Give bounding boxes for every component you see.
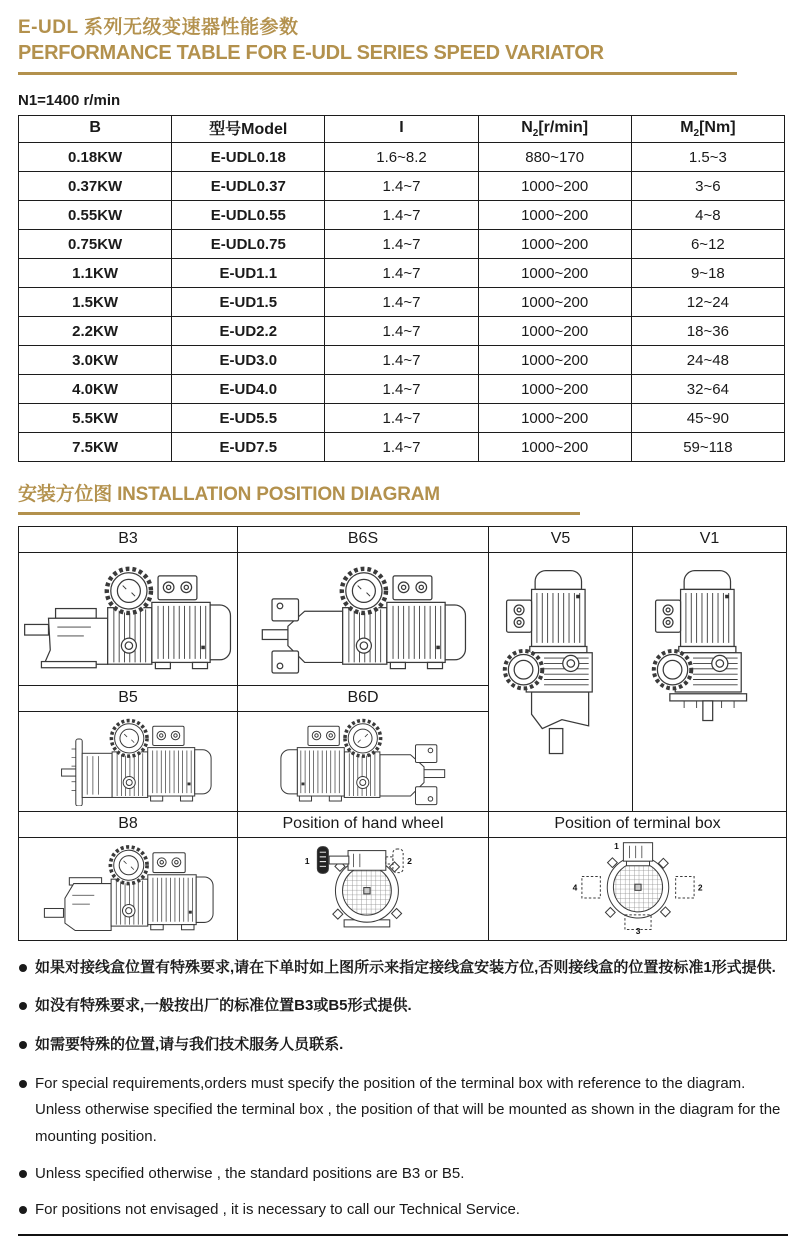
- performance-table-body: [19, 143, 785, 462]
- table-cell: E-UDL0.55: [172, 201, 325, 230]
- position-label: 2: [407, 855, 412, 866]
- table-cell: 32~64: [631, 375, 784, 404]
- table-cell: 6~12: [631, 230, 784, 259]
- table-cell: 1.4~7: [325, 230, 478, 259]
- performance-table-head: [19, 116, 785, 143]
- table-cell: E-UD2.2: [172, 317, 325, 346]
- table-cell: 59~118: [631, 433, 784, 462]
- b5-drawing-cell: [19, 711, 238, 811]
- table-cell: 0.37KW: [19, 172, 172, 201]
- b6d-drawing-cell: [238, 711, 489, 811]
- table-row: [19, 172, 785, 201]
- b5-drawing: [43, 712, 214, 806]
- note-item: For special requirements,orders must specify the position of the terminal box with reference to the diagram. Unless otherwise specified the terminal box , the position of that will be mounted as shown in the diagram for the mounting position.: [18, 1071, 784, 1151]
- b8-drawing-cell: [19, 837, 238, 940]
- table-cell: 1.5~3: [631, 143, 784, 172]
- table-cell: 880~170: [478, 143, 631, 172]
- col-header-m2: $M_2[Nm]$: [631, 116, 784, 143]
- installation-divider: [18, 512, 580, 515]
- table-cell: 1.4~7: [325, 404, 478, 433]
- table-cell: 18~36: [631, 317, 784, 346]
- header-row: [19, 116, 785, 143]
- col-header-ratio: I: [325, 116, 478, 143]
- table-row: [19, 230, 785, 259]
- position-label: 1: [304, 855, 310, 866]
- table-row: [19, 346, 785, 375]
- v1-drawing-cell: [633, 552, 787, 811]
- table-cell: 0.75KW: [19, 230, 172, 259]
- table-cell: 1.4~7: [325, 346, 478, 375]
- table-cell: 9~18: [631, 259, 784, 288]
- note-item: 如果对接线盒位置有特殊要求,请在下单时如上图所示来指定接线盒安装方位,否则接线盒的位置按标准1形式提供.: [18, 955, 784, 982]
- table-cell: 3~6: [631, 172, 784, 201]
- table-cell: 1.4~7: [325, 259, 478, 288]
- table-row: [19, 404, 785, 433]
- table-cell: E-UD3.0: [172, 346, 325, 375]
- table-cell: 45~90: [631, 404, 784, 433]
- table-row: [19, 288, 785, 317]
- table-cell: E-UD1.5: [172, 288, 325, 317]
- table-row: [19, 201, 785, 230]
- diagram-row: [19, 837, 787, 940]
- page-header: [18, 12, 786, 75]
- table-cell: 1000~200: [478, 201, 631, 230]
- table-cell: 0.18KW: [19, 143, 172, 172]
- table-cell: 1000~200: [478, 288, 631, 317]
- table-row: [19, 143, 785, 172]
- label-v1: V1: [633, 526, 787, 552]
- table-cell: 1.1KW: [19, 259, 172, 288]
- col-header-b: B: [19, 116, 172, 143]
- table-cell: 1000~200: [478, 259, 631, 288]
- installation-table: [18, 526, 787, 941]
- position-label: 1: [613, 840, 619, 851]
- label-v5: V5: [489, 526, 633, 552]
- notes-list: [18, 955, 784, 1225]
- table-cell: E-UD7.5: [172, 433, 325, 462]
- v5-drawing: [494, 568, 628, 791]
- terminal-box-drawing: [565, 838, 711, 935]
- table-cell: 1000~200: [478, 433, 631, 462]
- installation-title: 安装方位图 INSTALLATION POSITION DIAGRAM: [18, 484, 440, 505]
- table-cell: 12~24: [631, 288, 784, 317]
- title-divider: [18, 72, 737, 75]
- table-cell: 1.5KW: [19, 288, 172, 317]
- b6s-drawing: [257, 558, 469, 675]
- label-b8: B8: [19, 811, 238, 837]
- table-cell: E-UDL0.75: [172, 230, 325, 259]
- table-cell: 1.4~7: [325, 317, 478, 346]
- table-cell: E-UD4.0: [172, 375, 325, 404]
- position-label: 3: [635, 925, 640, 935]
- table-cell: 0.55KW: [19, 201, 172, 230]
- label-terminal-box: Position of terminal box: [489, 811, 787, 837]
- b6d-drawing: [278, 712, 449, 806]
- input-speed-note: N1=1400 r/min: [18, 92, 121, 109]
- table-cell: 2.2KW: [19, 317, 172, 346]
- position-label: 4: [572, 881, 577, 892]
- table-cell: E-UDL0.18: [172, 143, 325, 172]
- table-cell: 3.0KW: [19, 346, 172, 375]
- table-cell: 1.4~7: [325, 201, 478, 230]
- table-cell: E-UD1.1: [172, 259, 325, 288]
- table-cell: 1000~200: [478, 172, 631, 201]
- col-header-model: 型号Model: [172, 116, 325, 143]
- table-cell: 1000~200: [478, 317, 631, 346]
- table-cell: 1.4~7: [325, 172, 478, 201]
- table-cell: 7.5KW: [19, 433, 172, 462]
- table-row: [19, 317, 785, 346]
- table-cell: E-UDL0.37: [172, 172, 325, 201]
- table-cell: 1000~200: [478, 404, 631, 433]
- table-row: [19, 259, 785, 288]
- table-cell: 1.6~8.2: [325, 143, 478, 172]
- b6s-drawing-cell: [238, 552, 489, 685]
- label-b5: B5: [19, 685, 238, 711]
- table-row: [19, 375, 785, 404]
- label-b6d: B6D: [238, 685, 489, 711]
- note-item: 如需要特殊的位置,请与我们技术服务人员联系.: [18, 1032, 784, 1059]
- hand-wheel-drawing: [300, 838, 426, 934]
- table-cell: E-UD5.5: [172, 404, 325, 433]
- terminal-box-drawing-cell: [489, 837, 787, 940]
- table-cell: 1000~200: [478, 375, 631, 404]
- diagram-row: [19, 552, 787, 685]
- label-b3: B3: [19, 526, 238, 552]
- v5-drawing-cell: [489, 552, 633, 811]
- diagram-header-row: [19, 526, 787, 552]
- v1-drawing: [643, 568, 777, 791]
- b8-drawing: [40, 838, 216, 935]
- table-cell: 1.4~7: [325, 288, 478, 317]
- table-cell: 1.4~7: [325, 433, 478, 462]
- note-item: 如没有特殊要求,一般按出厂的标准位置B3或B5形式提供.: [18, 993, 784, 1020]
- table-cell: 1000~200: [478, 230, 631, 259]
- label-hand-wheel: Position of hand wheel: [238, 811, 489, 837]
- table-cell: 5.5KW: [19, 404, 172, 433]
- table-cell: 24~48: [631, 346, 784, 375]
- position-label: 2: [697, 881, 703, 892]
- table-cell: 4.0KW: [19, 375, 172, 404]
- table-row: [19, 433, 785, 462]
- hand-wheel-drawing-cell: [238, 837, 489, 940]
- note-item: For positions not envisaged , it is necessary to call our Technical Service.: [18, 1197, 784, 1224]
- performance-table: [18, 115, 785, 462]
- table-cell: 1000~200: [478, 346, 631, 375]
- page-title-zh: E-UDL 系列无级变速器性能参数: [18, 17, 299, 38]
- note-item: Unless specified otherwise , the standard positions are B3 or B5.: [18, 1161, 784, 1188]
- b3-drawing-cell: [19, 552, 238, 685]
- b3-drawing: [22, 558, 234, 675]
- table-cell: 4~8: [631, 201, 784, 230]
- table-cell: 1.4~7: [325, 375, 478, 404]
- diagram-header-row: [19, 811, 787, 837]
- label-b6s: B6S: [238, 526, 489, 552]
- page-title-en: PERFORMANCE TABLE FOR E-UDL SERIES SPEED VARIATOR: [18, 42, 604, 64]
- col-header-n2: $N_2[r/\min]$: [478, 116, 631, 143]
